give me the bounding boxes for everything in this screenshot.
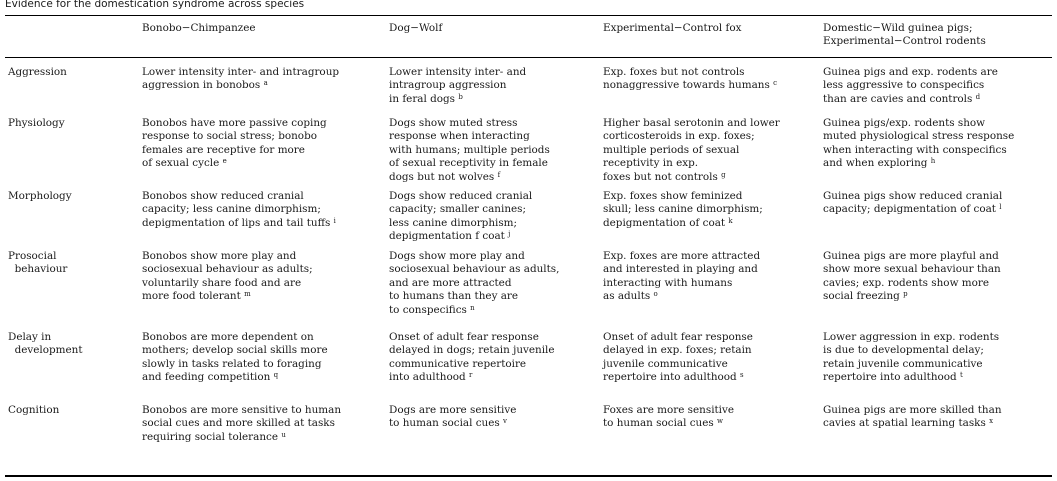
cell-text: Lower intensity inter- and intragroup aggression in bonobos <box>142 66 340 92</box>
cell-prosocial-bonobo <box>142 250 313 304</box>
column-header-fox: Experimental−Control fox <box>603 22 742 34</box>
row-label-morphology: Morphology <box>8 190 72 202</box>
row-label-physiology: Physiology <box>8 117 65 129</box>
footnote-marker: u <box>281 430 286 439</box>
cell-aggression-dog <box>389 66 526 106</box>
cell-text: Foxes are more sensitive to human social cues <box>603 404 735 430</box>
cell-text: Lower aggression in exp. rodents is due to developmental delay; retain juvenile communicative repertoire into adulthood <box>823 331 1000 384</box>
cell-text: Bonobos are more sensitive to human social cues and more skilled at tasks requiring social tolerance <box>142 404 342 443</box>
cell-text: Lower intensity inter- and intragroup aggression in feral dogs <box>389 66 527 105</box>
footnote-marker: l <box>999 203 1002 212</box>
cell-text: Dogs are more sensitive to human social cues <box>389 404 517 430</box>
cell-text: Higher basal serotonin and lower corticosteroids in exp. foxes; multiple periods of sexual receptivity in exp. foxes but not controls <box>603 117 780 183</box>
cell-text: Guinea pigs are more skilled than cavies at spatial learning tasks <box>823 404 1002 430</box>
footnote-marker: c <box>773 79 778 88</box>
cell-cognition-dog <box>389 404 516 431</box>
cell-text: Bonobos show reduced cranial capacity; less canine dimorphism; depigmentation of lips and tail tuffs <box>142 190 331 229</box>
cell-cognition-fox <box>603 404 734 431</box>
cell-cognition-rodent <box>823 404 1002 431</box>
footnote-marker: h <box>930 157 936 166</box>
cell-text: Onset of adult fear response delayed in dogs; retain juvenile communicative repertoire into adulthood <box>389 331 555 384</box>
cell-text: Bonobos are more dependent on mothers; develop social skills more slowly in tasks related to foraging and feeding competition <box>142 331 328 384</box>
footnote-marker: p <box>903 290 908 299</box>
cell-aggression-rodent <box>823 66 998 106</box>
cell-physiology-rodent <box>823 117 1014 171</box>
column-header-rodents: Domestic−Wild guinea pigs; Experimental−Control rodents <box>823 22 986 48</box>
footnote-marker: t <box>960 371 963 380</box>
row-label-cognition: Cognition <box>8 404 60 416</box>
cell-physiology-bonobo <box>142 117 327 171</box>
cell-text: Exp. foxes but not controls nonaggressive towards humans <box>603 66 770 92</box>
footnote-marker: q <box>273 371 279 380</box>
cell-text: Dogs show muted stress response when interacting with humans; multiple periods of sexual receptivity in female dogs but not wolves <box>389 117 550 183</box>
footnote-marker: f <box>497 170 501 179</box>
header-rule <box>5 57 1052 58</box>
row-label-prosocial: Prosocial behaviour <box>8 250 68 276</box>
row-label-aggression: Aggression <box>8 66 67 78</box>
footnote-marker: x <box>989 417 994 426</box>
cell-prosocial-dog <box>389 250 559 317</box>
cell-physiology-dog <box>389 117 550 184</box>
cell-text: Guinea pigs/exp. rodents show muted physiological stress response when interacting with conspecifics and when exploring <box>823 117 1015 170</box>
footnote-marker: g <box>721 170 726 179</box>
cell-prosocial-rodent <box>823 250 1001 304</box>
cell-text: Guinea pigs are more playful and show more sexual behaviour than cavies; exp. rodents show more social freezing <box>823 250 1001 303</box>
footnote-marker: m <box>244 290 251 299</box>
footnote-marker: e <box>222 157 227 166</box>
cell-cognition-bonobo <box>142 404 341 444</box>
cell-text: Bonobos have more passive coping response to social stress; bonobo females are receptive for more of sexual cycle <box>142 117 327 170</box>
cell-text: Onset of adult fear response delayed in exp. foxes; retain juvenile communicative repertoire into adulthood <box>603 331 753 384</box>
footnote-marker: v <box>503 417 507 426</box>
cell-aggression-bonobo <box>142 66 339 93</box>
top-rule <box>5 15 1052 16</box>
bottom-rule <box>5 475 1052 477</box>
footnote-marker: b <box>458 92 463 101</box>
cell-prosocial-fox <box>603 250 760 304</box>
footnote-marker: i <box>333 216 336 225</box>
cell-text: Guinea pigs and exp. rodents are less aggressive to conspecifics than are cavies and controls <box>823 66 998 105</box>
cell-morphology-fox <box>603 190 763 230</box>
footnote-marker: n <box>470 303 475 312</box>
cell-text: Dogs show reduced cranial capacity; smaller canines; less canine dimorphism; depigmentation f coat <box>389 190 533 243</box>
cell-delay-bonobo <box>142 331 328 385</box>
cell-aggression-fox <box>603 66 777 93</box>
cell-delay-fox <box>603 331 753 385</box>
cell-physiology-fox <box>603 117 780 184</box>
footnote-marker: a <box>263 79 268 88</box>
cell-text: Bonobos show more play and sociosexual behaviour as adults; voluntarily share food and are more food tolerant <box>142 250 313 303</box>
footnote-marker: k <box>728 216 733 225</box>
cell-morphology-bonobo <box>142 190 336 230</box>
column-header-bonobo-chimpanzee: Bonobo−Chimpanzee <box>142 22 256 34</box>
footnote-marker: j <box>508 230 511 239</box>
footnote-marker: d <box>975 92 981 101</box>
cell-morphology-dog <box>389 190 532 244</box>
cell-delay-dog <box>389 331 555 385</box>
column-header-dog-wolf: Dog−Wolf <box>389 22 443 34</box>
footnote-marker: s <box>740 371 744 380</box>
cell-text: Exp. foxes show feminized skull; less canine dimorphism; depigmentation of coat <box>603 190 763 229</box>
cell-text: Dogs show more play and sociosexual behaviour as adults, and are more attracted to humans than they are to conspecifics <box>389 250 560 316</box>
table-caption: Evidence for the domestication syndrome across species <box>5 0 305 10</box>
cell-morphology-rodent <box>823 190 1002 217</box>
footnote-marker: w <box>717 417 724 426</box>
footnote-marker: o <box>653 290 658 299</box>
row-label-delay: Delay in development <box>8 331 83 357</box>
cell-text: Exp. foxes are more attracted and interested in playing and interacting with humans as adults <box>603 250 761 303</box>
cell-delay-rodent <box>823 331 999 385</box>
cell-text: Guinea pigs show reduced cranial capacity; depigmentation of coat <box>823 190 1003 216</box>
footnote-marker: r <box>468 371 473 380</box>
